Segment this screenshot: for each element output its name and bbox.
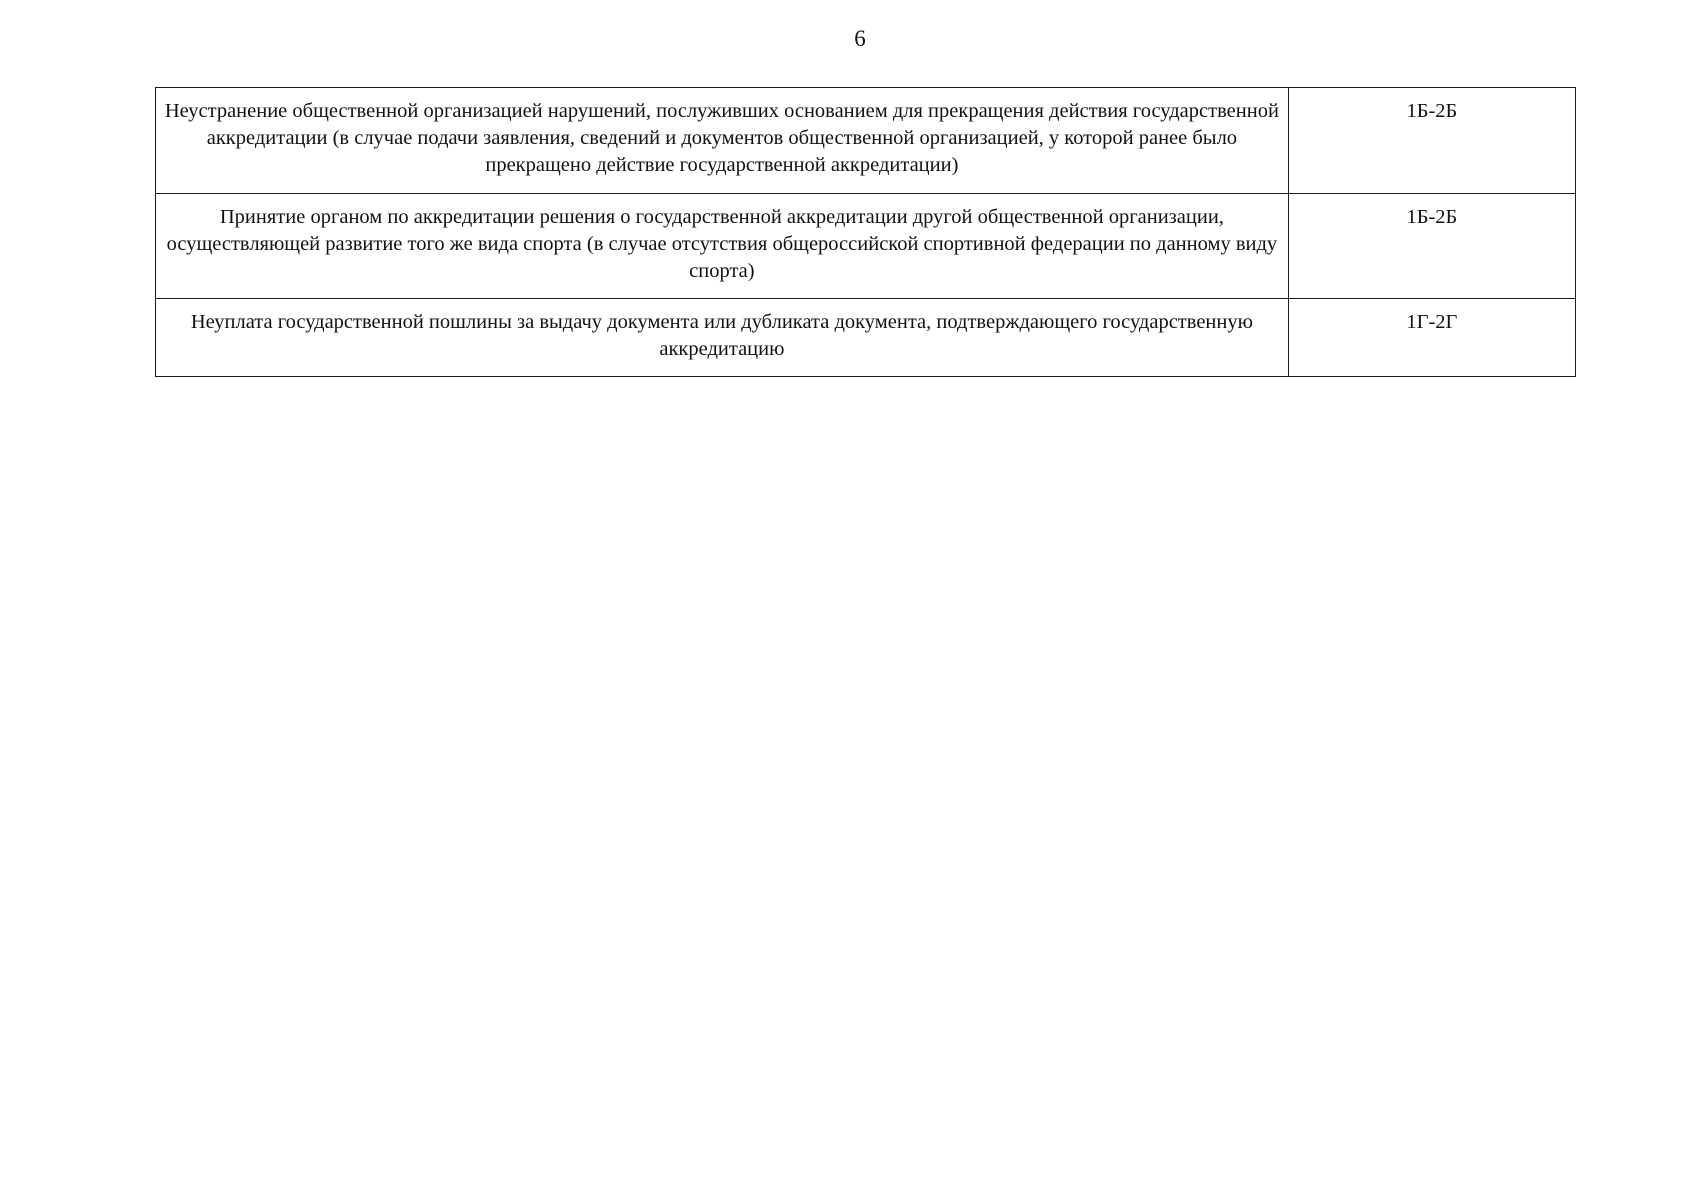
row-code: 1Г-2Г — [1288, 299, 1575, 377]
table-row — [156, 88, 1576, 194]
page-number: 6 — [854, 26, 866, 51]
grounds-table — [155, 87, 1576, 377]
row-code: 1Б-2Б — [1288, 88, 1575, 194]
table-row — [156, 299, 1576, 377]
table-row — [156, 194, 1576, 299]
row-description: Неуплата государственной пошлины за выдачу документа или дубликата документа, подтверждающего государственную аккредитацию — [156, 299, 1289, 377]
row-description: Принятие органом по аккредитации решения о государственной аккредитации другой общественной организации, осуществляющей развитие того же вида спорта (в случае отсутствия общероссийской спортивной федерации по данному виду спорта) — [156, 194, 1289, 299]
row-description: Неустранение общественной организацией нарушений, послуживших основанием для прекращения действия государственной аккредитации (в случае подачи заявления, сведений и документов общественной организацией, у которой ранее было прекращено действие государственной аккредитации) — [156, 88, 1289, 194]
row-code: 1Б-2Б — [1288, 194, 1575, 299]
